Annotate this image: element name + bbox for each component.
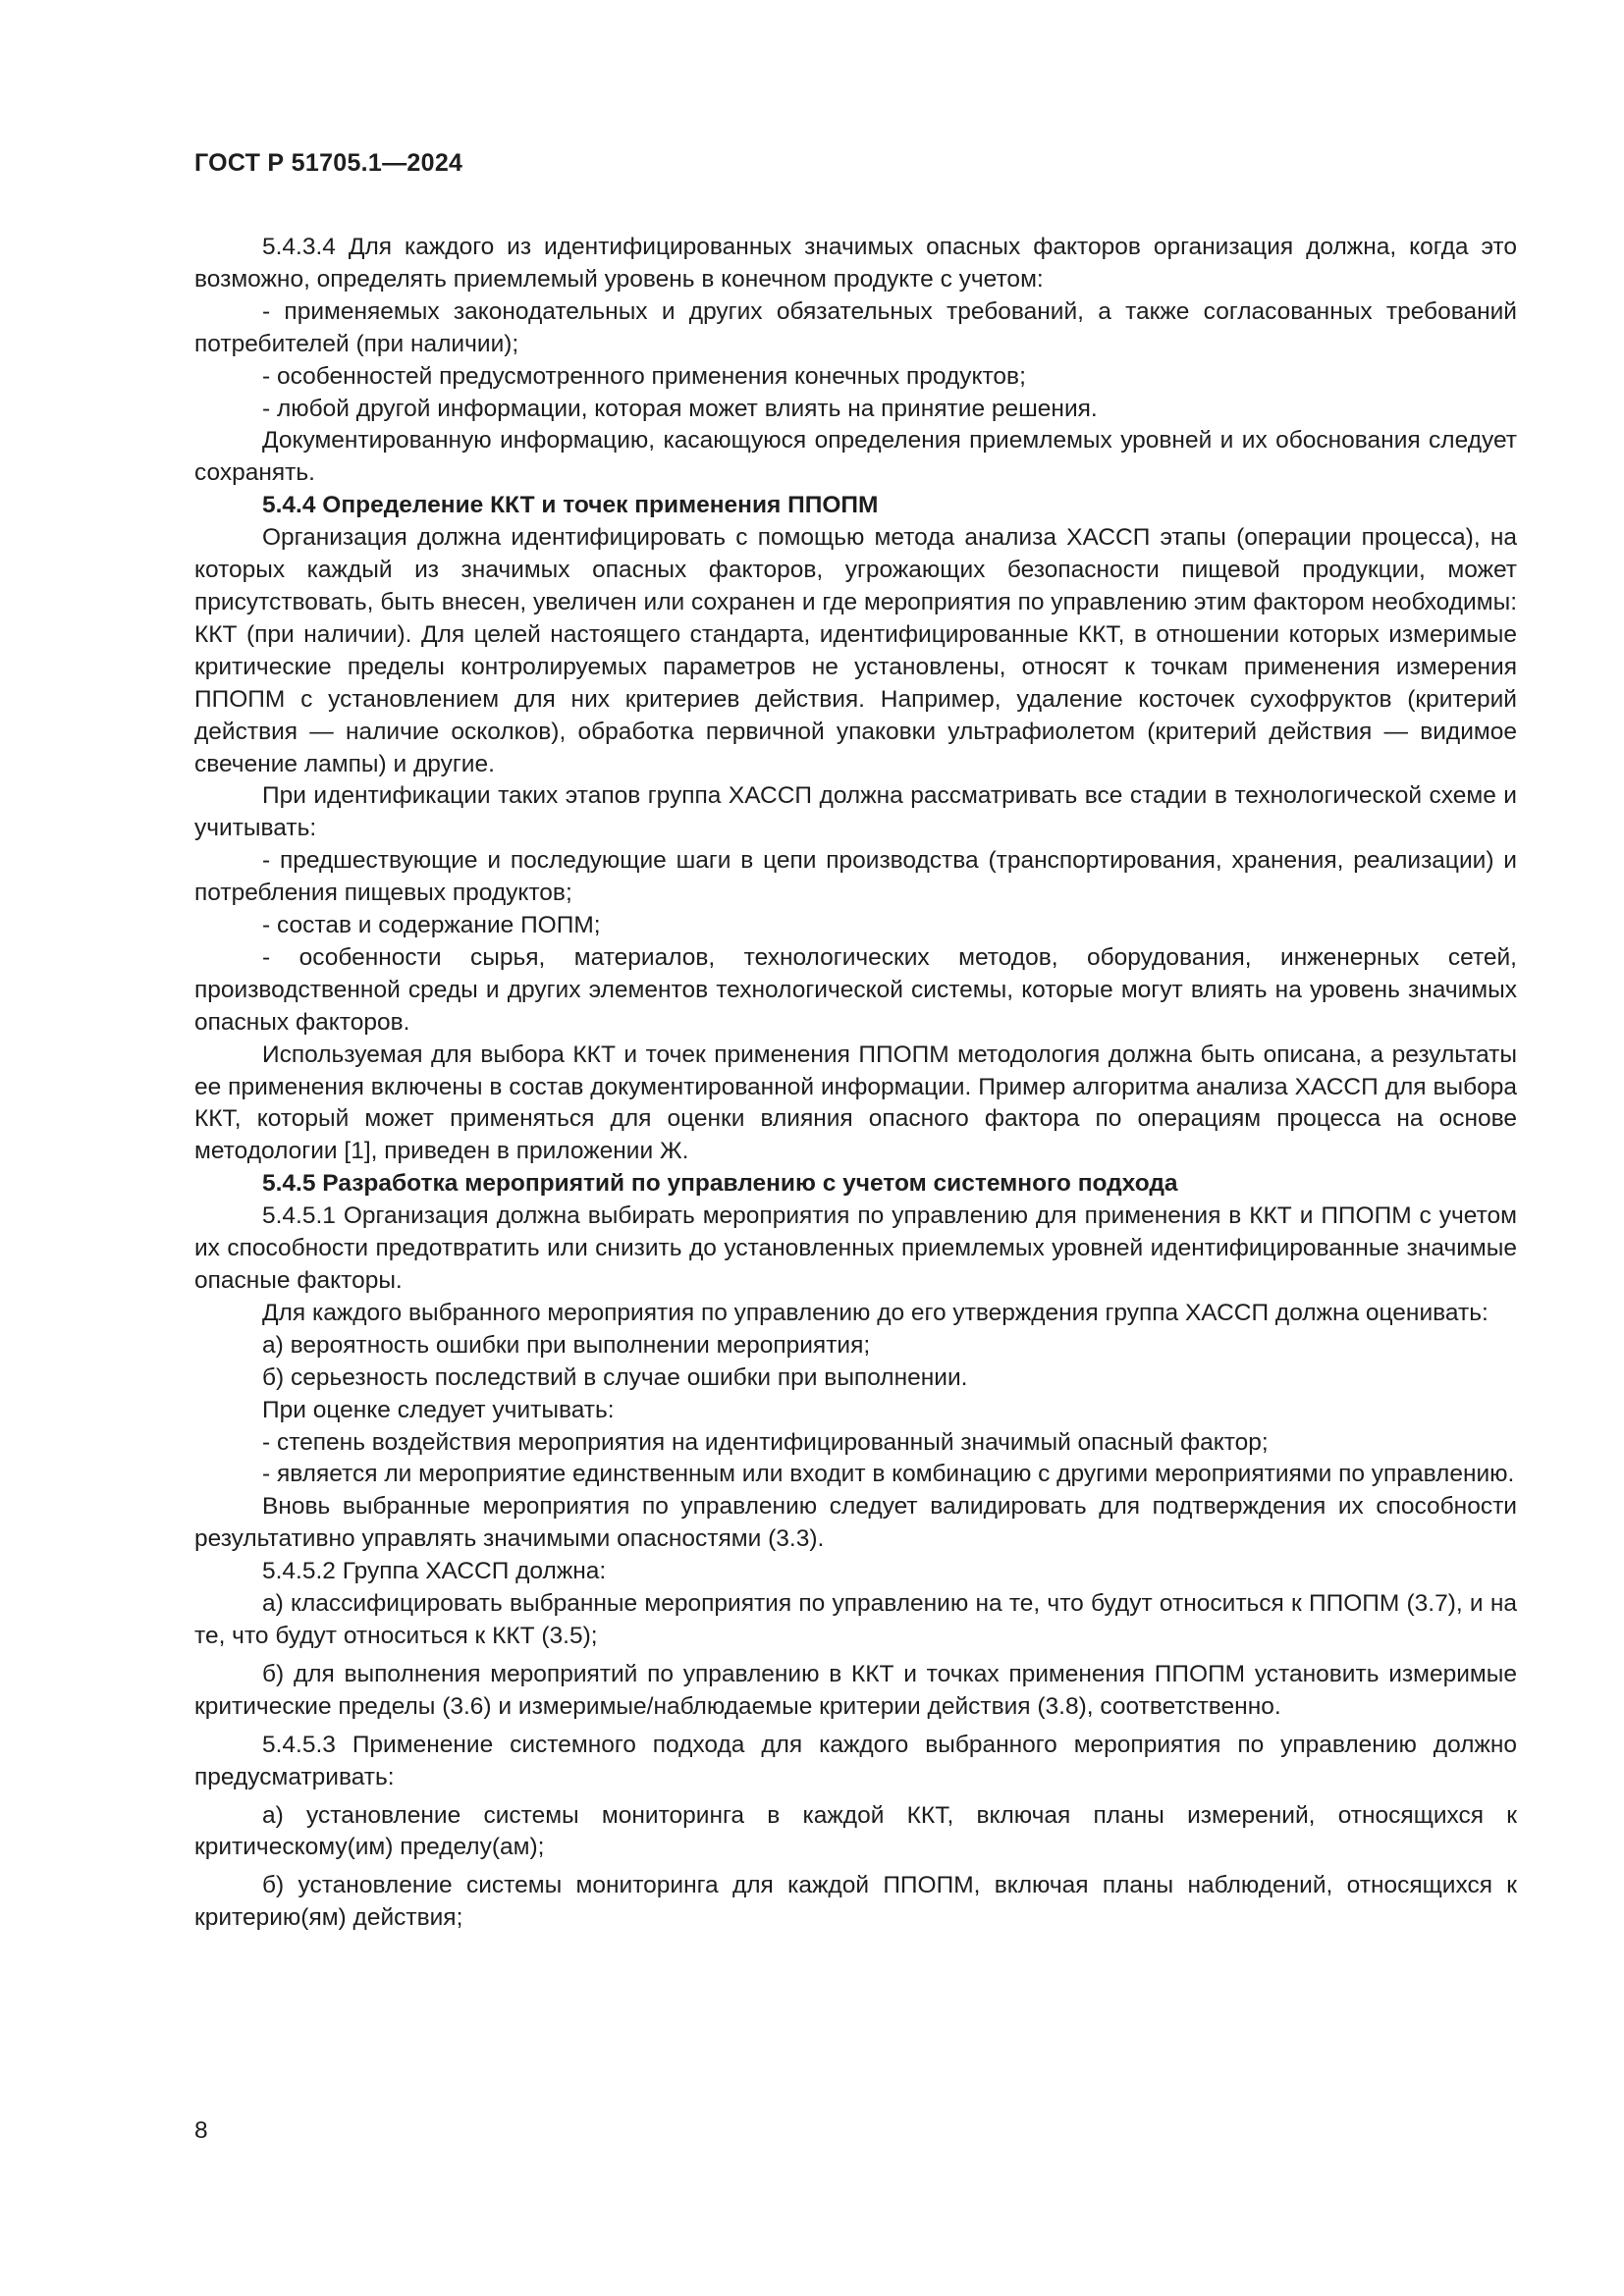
paragraph: Для каждого выбранного мероприятия по управлению до его утверждения группа ХАССП должна оценивать: [262,1299,1489,1326]
paragraph: 5.4.5.3 Применение системного подхода для каждого выбранного мероприятия по управлению должно предусматривать: [194,1731,1517,1790]
list-item: а) установление системы мониторинга в каждой ККТ, включая планы измерений, относящихся к критическому(им) пределу(ам); [194,1801,1517,1861]
paragraph: Документированную информацию, касающуюся определения приемлемых уровней и их обоснования следует сохранять. [194,427,1517,487]
paragraph: Организация должна идентифицировать с помощью метода анализа ХАССП этапы (операции процесса), на которых каждый из значимых опасных факторов, угрожающих безопасности пищевой продукции, может присутствовать, быть внесен, увеличен или сохранен и где мероприятия по управлению этим фактором необходимы: ККТ (при наличии). Для целей настоящего стандарта, идентифицированные ККТ, в отношении которых измеримые критические пределы контролируемых параметров не установлены, относят к точкам применения измерения ППОПМ с установлением для них критериев действия. Например, удаление косточек сухофруктов (критерий действия — наличие осколков), обработка первичной упаковки ультрафиолетом (критерий действия — видимое свечение лампы) и другие. [194,524,1517,777]
list-item: - особенности сырья, материалов, технологических методов, оборудования, инженерных сетей, производственной среды и других элементов технологической системы, которые могут влиять на уровень значимых опасных факторов. [194,943,1517,1036]
page-number: 8 [194,2117,208,2144]
paragraph: При идентификации таких этапов группа ХАССП должна рассматривать все стадии в технологической схеме и учитывать: [194,782,1517,842]
list-item: б) для выполнения мероприятий по управлению в ККТ и точках применения ППОПМ установить измеримые критические пределы (3.6) и измеримые/наблюдаемые критерии действия (3.8), соответственно. [194,1660,1517,1720]
list-item: - является ли мероприятие единственным или входит в комбинацию с другими мероприятиями по управлению. [262,1461,1515,1488]
section-heading-5-4-5: 5.4.5 Разработка мероприятий по управлению с учетом системного подхода [262,1170,1178,1198]
list-item: - предшествующие и последующие шаги в цепи производства (транспортирования, хранения, реализации) и потребления пищевых продуктов; [194,847,1517,907]
paragraph: 5.4.5.1 Организация должна выбирать мероприятия по управлению для применения в ККТ и ППОПМ с учетом их способности предотвратить или снизить до установленных приемлемых уровней идентифицированные значимые опасные факторы. [194,1202,1517,1294]
paragraph: 5.4.5.2 Группа ХАССП должна: [262,1558,607,1585]
list-item: - особенностей предусмотренного применения конечных продуктов; [262,362,1026,390]
list-item: - состав и содержание ПОПМ; [262,912,601,939]
paragraph: Используемая для выбора ККТ и точек применения ППОПМ методология должна быть описана, а результаты ее применения включены в состав документированной информации. Пример алгоритма анализа ХАССП для выбора ККТ, который может применяться для оценки влияния опасного фактора по операциям процесса на основе методологии [1], приведен в приложении Ж. [194,1041,1517,1165]
list-item: б) серьезность последствий в случае ошибки при выполнении. [262,1363,968,1391]
document-body [194,232,1517,1935]
list-item: а) классифицировать выбранные мероприятия по управлению на те, что будут относиться к ППОПМ (3.7), и на те, что будут относиться к ККТ (3.5); [194,1590,1517,1649]
section-heading-5-4-4: 5.4.4 Определение ККТ и точек применения ППОПМ [262,492,879,519]
paragraph: Вновь выбранные мероприятия по управлению следует валидировать для подтверждения их способности результативно управлять значимыми опасностями (3.3). [194,1493,1517,1553]
paragraph: 5.4.3.4 Для каждого из идентифицированных значимых опасных факторов организация должна, когда это возможно, определять приемлемый уровень в конечном продукте с учетом: [194,234,1517,293]
list-item: - степень воздействия мероприятия на идентифицированный значимый опасный фактор; [262,1428,1269,1456]
list-item: - любой другой информации, которая может влиять на принятие решения. [262,395,1098,422]
list-item: а) вероятность ошибки при выполнении мероприятия; [262,1331,871,1359]
paragraph: При оценке следует учитывать: [262,1396,615,1423]
list-item: - применяемых законодательных и других обязательных требований, а также согласованных требований потребителей (при наличии); [194,297,1517,357]
document-code-header: ГОСТ Р 51705.1—2024 [194,149,463,177]
list-item: б) установление системы мониторинга для каждой ППОПМ, включая планы наблюдений, относящихся к критерию(ям) действия; [194,1872,1517,1932]
